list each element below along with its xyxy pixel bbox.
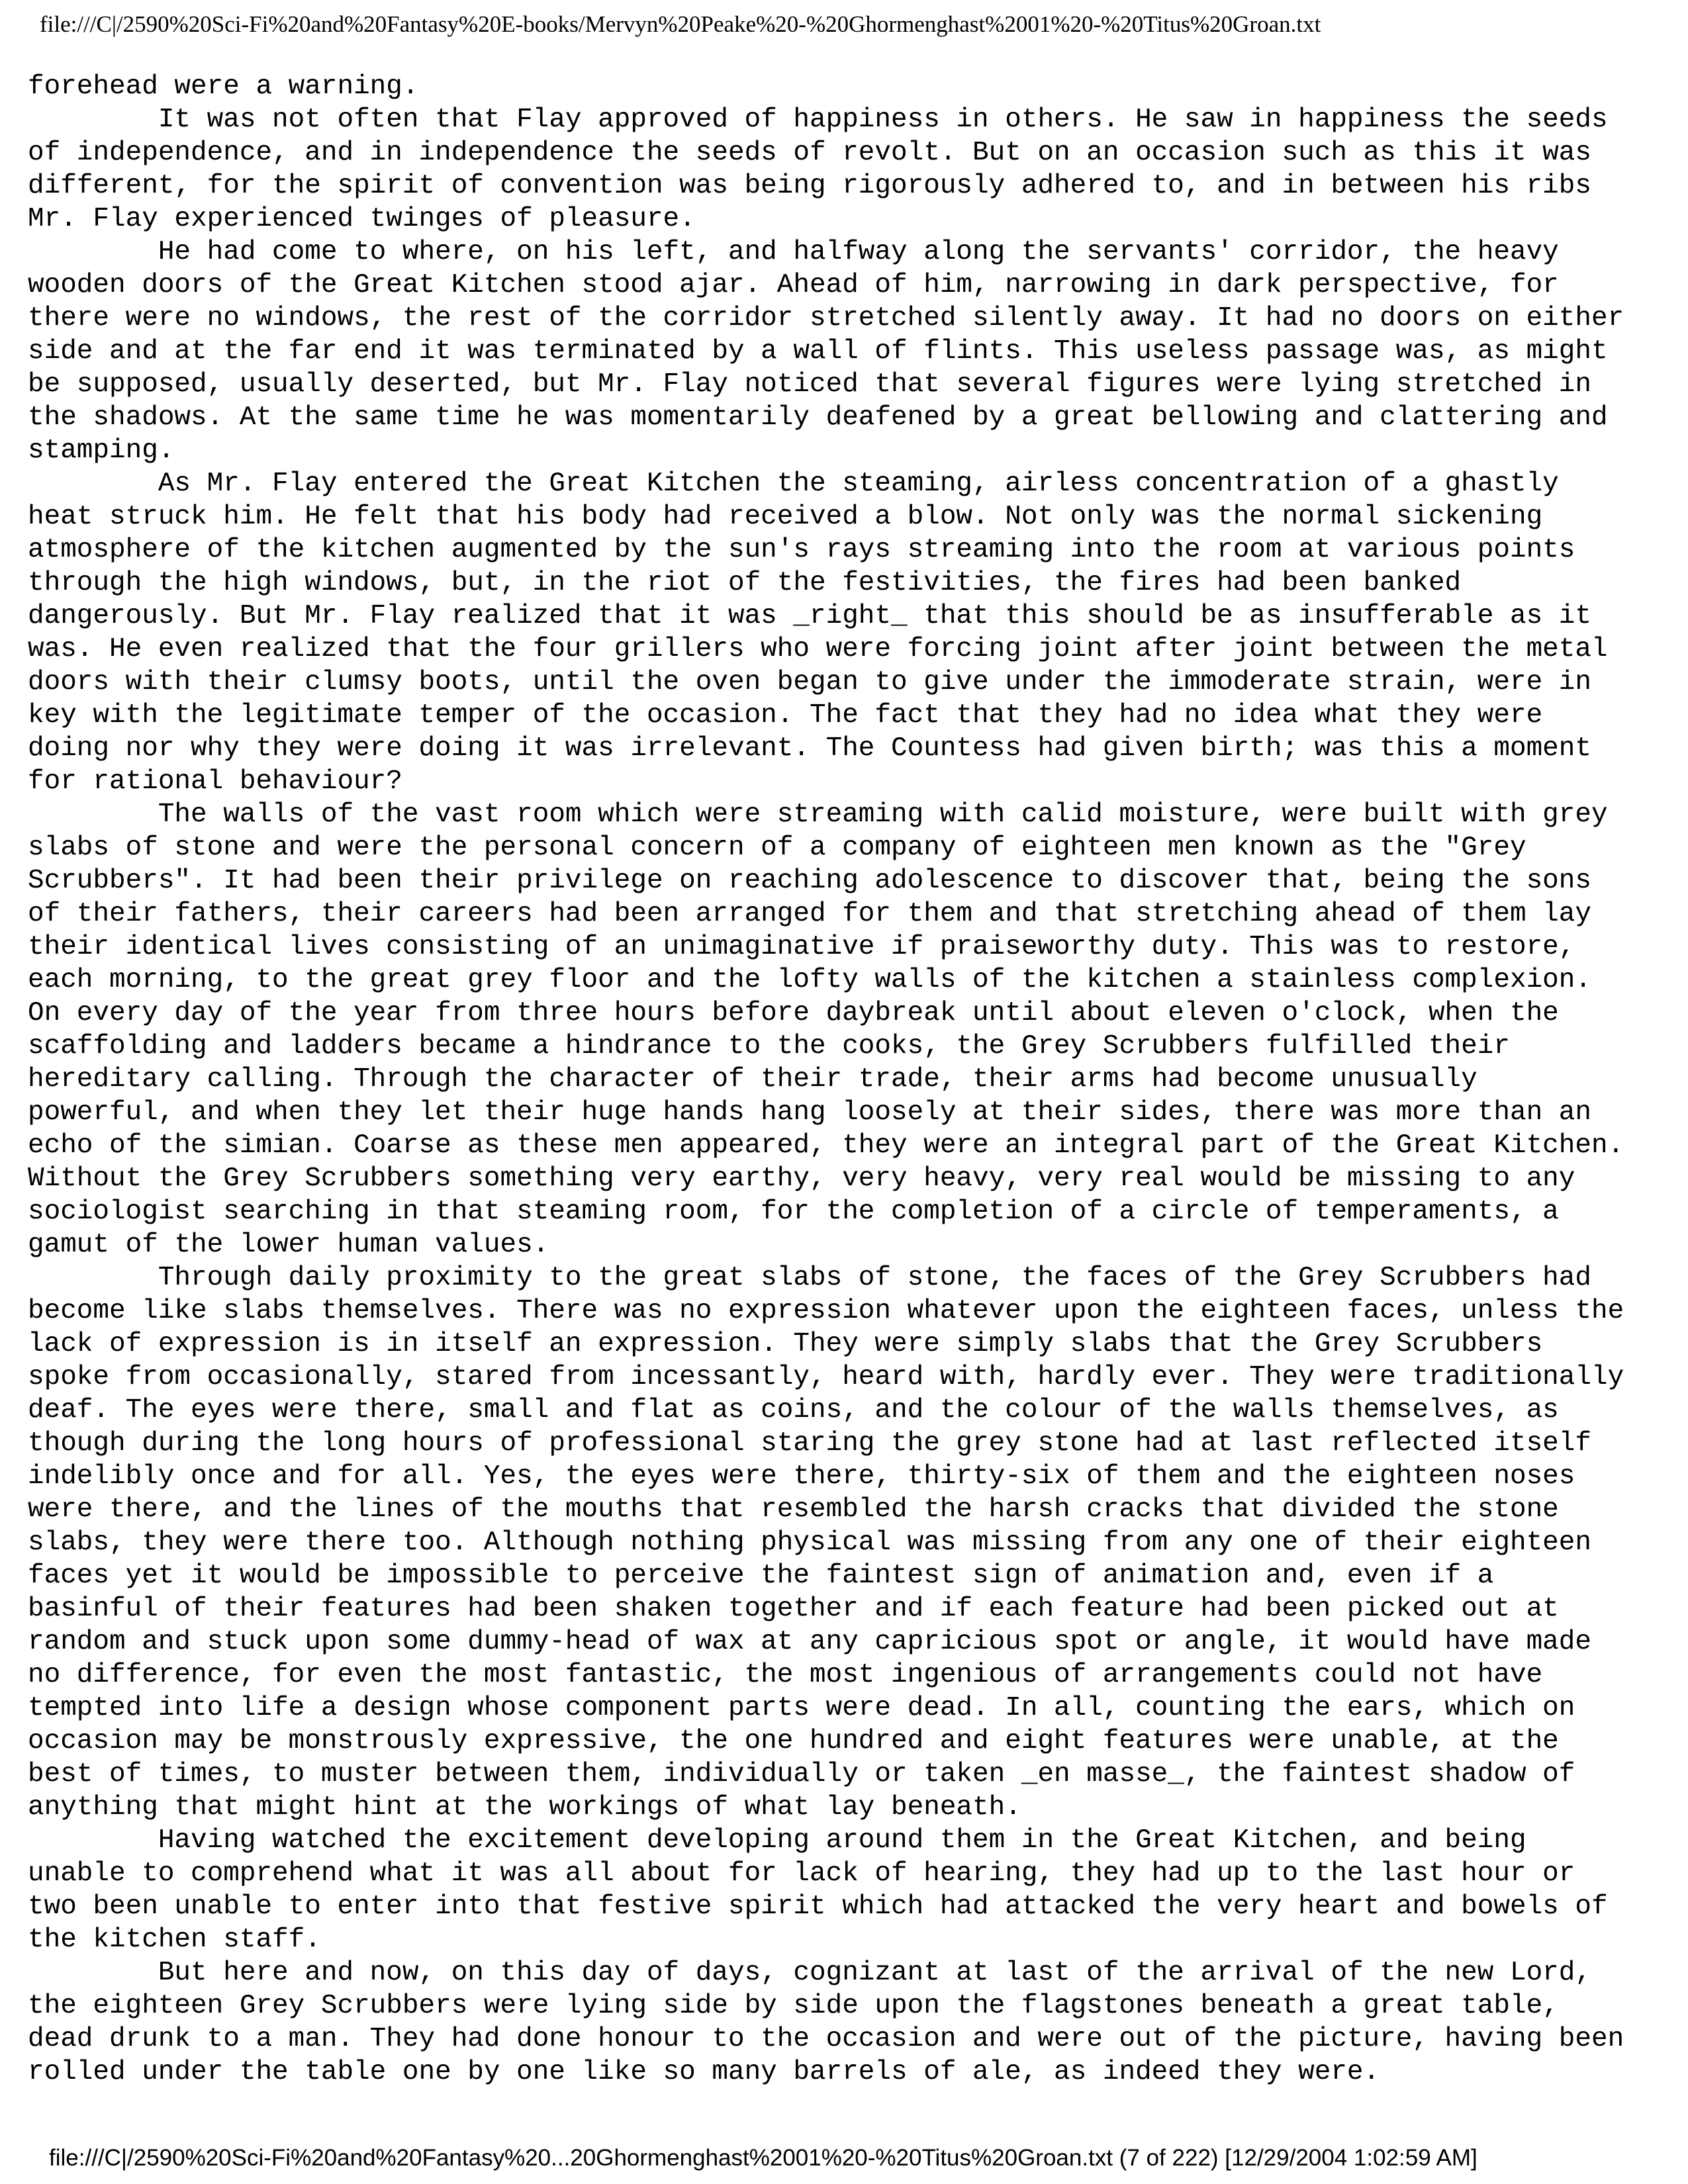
text-line: of independence, and in independence the seeds of revolt. But on an occasion such as this it was xyxy=(28,138,1591,168)
text-line: dangerously. But Mr. Flay realized that it was _right_ that this should be as insufferable as it xyxy=(28,601,1591,631)
document-body xyxy=(28,70,1669,2089)
text-line: through the high windows, but, in the riot of the festivities, the fires had been banked xyxy=(28,568,1462,598)
text-line: tempted into life a design whose component parts were dead. In all, counting the ears, which on xyxy=(28,1693,1575,1723)
text-line: hereditary calling. Through the character of their trade, their arms had become unusually xyxy=(28,1064,1477,1095)
text-line: for rational behaviour? xyxy=(28,766,402,797)
text-line: the eighteen Grey Scrubbers were lying side by side upon the flagstones beneath a great table, xyxy=(28,1991,1559,2021)
text-line: of their fathers, their careers had been arranged for them and that stretching ahead of them lay xyxy=(28,899,1591,929)
text-line: there were no windows, the rest of the corridor stretched silently away. It had no doors on either xyxy=(28,303,1624,334)
text-line: Having watched the excitement developing around them in the Great Kitchen, and being xyxy=(28,1825,1526,1856)
text-line: basinful of their features had been shaken together and if each feature had been picked out at xyxy=(28,1594,1559,1624)
text-line: forehead were a warning. xyxy=(28,71,419,102)
text-line: Without the Grey Scrubbers something very earthy, very heavy, very real would be missing to any xyxy=(28,1163,1575,1194)
text-line: occasion may be monstrously expressive, the one hundred and eight features were unable, at the xyxy=(28,1726,1559,1756)
text-line: lack of expression is in itself an expression. They were simply slabs that the Grey Scrubbers xyxy=(28,1329,1543,1359)
text-line: doors with their clumsy boots, until the oven began to give under the immoderate strain, were in xyxy=(28,667,1591,698)
text-line: gamut of the lower human values. xyxy=(28,1230,549,1260)
text-line: He had come to where, on his left, and halfway along the servants' corridor, the heavy xyxy=(28,237,1559,267)
text-line: Scrubbers". It had been their privilege on reaching adolescence to discover that, being the sons xyxy=(28,866,1591,896)
text-line: On every day of the year from three hours before daybreak until about eleven o'clock, when the xyxy=(28,998,1559,1028)
text-line: slabs of stone and were the personal concern of a company of eighteen men known as the "Grey xyxy=(28,833,1526,863)
text-line: deaf. The eyes were there, small and flat as coins, and the colour of the walls themselves, as xyxy=(28,1395,1559,1426)
text-line: be supposed, usually deserted, but Mr. Flay noticed that several figures were lying stretched in xyxy=(28,369,1591,400)
text-line: two been unable to enter into that festive spirit which had attacked the very heart and bowels of xyxy=(28,1891,1608,1922)
text-line: stamping. xyxy=(28,435,175,466)
text-line: Mr. Flay experienced twinges of pleasure. xyxy=(28,204,696,234)
text-line: slabs, they were there too. Although nothing physical was missing from any one of their eighteen xyxy=(28,1527,1591,1558)
text-line: It was not often that Flay approved of happiness in others. He saw in happiness the seeds xyxy=(28,105,1608,135)
text-line: their identical lives consisting of an unimaginative if praiseworthy duty. This was to restore, xyxy=(28,932,1575,962)
text-line: faces yet it would be impossible to perceive the faintest sign of animation and, even if a xyxy=(28,1561,1494,1591)
text-line: different, for the spirit of convention was being rigorously adhered to, and in between his ribs xyxy=(28,171,1591,201)
text-line: the shadows. At the same time he was momentarily deafened by a great bellowing and clattering and xyxy=(28,402,1608,433)
text-line: wooden doors of the Great Kitchen stood ajar. Ahead of him, narrowing in dark perspective, for xyxy=(28,270,1559,300)
text-line: sociologist searching in that steaming room, for the completion of a circle of temperaments, a xyxy=(28,1197,1559,1227)
text-line: were there, and the lines of the mouths that resembled the harsh cracks that divided the stone xyxy=(28,1494,1559,1525)
text-line: though during the long hours of professional staring the grey stone had at last reflected itself xyxy=(28,1428,1591,1459)
text-line: anything that might hint at the workings of what lay beneath. xyxy=(28,1792,1021,1823)
text-line: key with the legitimate temper of the occasion. The fact that they had no idea what they were xyxy=(28,700,1543,731)
text-line: dead drunk to a man. They had done honour to the occasion and were out of the picture, having been xyxy=(28,2024,1624,2054)
text-line: best of times, to muster between them, individually or taken _en masse_, the faintest shadow of xyxy=(28,1759,1575,1790)
text-line: The walls of the vast room which were streaming with calid moisture, were built with grey xyxy=(28,799,1608,830)
page-header-url: file:///C|/2590%20Sci-Fi%20and%20Fantasy%20E-books/Mervyn%20Peake%20-%20Ghormenghast%2001%20-%20Titus%20Groan.txt xyxy=(40,11,1321,37)
text-line: atmosphere of the kitchen augmented by the sun's rays streaming into the room at various points xyxy=(28,535,1575,565)
text-line: But here and now, on this day of days, cognizant at last of the arrival of the new Lord, xyxy=(28,1958,1591,1988)
text-line: scaffolding and ladders became a hindrance to the cooks, the Grey Scrubbers fulfilled their xyxy=(28,1031,1510,1062)
text-line: echo of the simian. Coarse as these men appeared, they were an integral part of the Great Kitchen. xyxy=(28,1130,1624,1161)
text-line: random and stuck upon some dummy-head of wax at any capricious spot or angle, it would have made xyxy=(28,1627,1591,1657)
text-line: become like slabs themselves. There was no expression whatever upon the eighteen faces, unless the xyxy=(28,1296,1624,1326)
text-line: powerful, and when they let their huge hands hang loosely at their sides, there was more than an xyxy=(28,1097,1591,1128)
text-line: was. He even realized that the four grillers who were forcing joint after joint between the metal xyxy=(28,634,1608,664)
text-line: indelibly once and for all. Yes, the eyes were there, thirty-six of them and the eighteen noses xyxy=(28,1461,1575,1492)
text-line: each morning, to the great grey floor and the lofty walls of the kitchen a stainless complexion. xyxy=(28,965,1591,995)
text-line: heat struck him. He felt that his body had received a blow. Not only was the normal sickening xyxy=(28,502,1543,532)
text-line: rolled under the table one by one like so many barrels of ale, as indeed they were. xyxy=(28,2057,1380,2087)
page-footer: file:///C|/2590%20Sci-Fi%20and%20Fantasy%20...20Ghormenghast%2001%20-%20Titus%20Groan.txt (7 of 222) [12/29/2004 1:02:59 AM] xyxy=(49,2145,1477,2171)
text-line: Through daily proximity to the great slabs of stone, the faces of the Grey Scrubbers had xyxy=(28,1263,1591,1293)
text-line: no difference, for even the most fantastic, the most ingenious of arrangements could not have xyxy=(28,1660,1543,1690)
text-line: unable to comprehend what it was all about for lack of hearing, they had up to the last hour or xyxy=(28,1858,1575,1889)
text-line: the kitchen staff. xyxy=(28,1925,321,1955)
text-line: side and at the far end it was terminated by a wall of flints. This useless passage was, as might xyxy=(28,336,1608,367)
text-line: doing nor why they were doing it was irrelevant. The Countess had given birth; was this a moment xyxy=(28,733,1591,764)
text-line: spoke from occasionally, stared from incessantly, heard with, hardly ever. They were traditionally xyxy=(28,1362,1624,1392)
text-line: As Mr. Flay entered the Great Kitchen the steaming, airless concentration of a ghastly xyxy=(28,469,1559,499)
